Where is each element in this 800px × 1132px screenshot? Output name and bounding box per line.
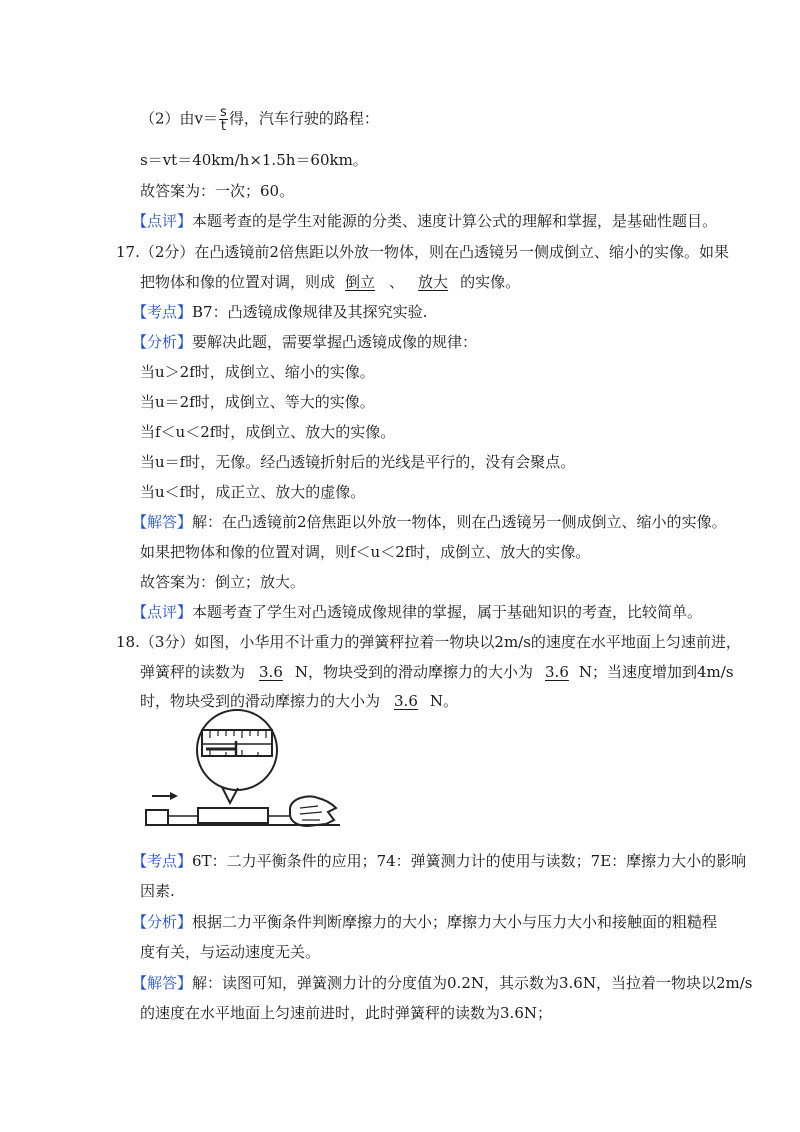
q16-answer: 故答案为：一次；60。 <box>140 182 295 200</box>
motion-arrow-icon <box>152 792 178 800</box>
q18-line2-suffix: N；当速度增加到4m/s <box>578 663 734 681</box>
q18-line2-middle: N，物块受到的滑动摩擦力的大小为 <box>294 663 534 681</box>
q17-separator: 、 <box>389 273 405 291</box>
q17-blank-1: 倒立 <box>345 273 376 291</box>
q18-fenxi <box>132 912 717 932</box>
jieda-text: 解：在凸透镜前2倍焦距以外放一物体，则在凸透镜另一侧成倒立、缩小的实像。 <box>192 513 727 531</box>
q17-jieda <box>132 512 727 532</box>
fenxi-tag: 【分析】 <box>132 333 193 351</box>
block <box>146 810 168 825</box>
q16-calculation: s＝vt＝40km/h×1.5h＝60km。 <box>140 151 368 169</box>
q18-jieda-line2: 的速度在水平地面上匀速前进时，此时弹簧秤的读数为3.6N； <box>140 1004 552 1022</box>
review-text: 本题考查的是学生对能源的分类、速度计算公式的理解和掌握，是基础性题目。 <box>192 212 718 230</box>
velocity-fraction <box>219 106 228 133</box>
q18-line3-prefix: 时，物块受到的滑动摩擦力的大小为 <box>140 692 381 710</box>
q16-formula-suffix: 得，汽车行驶的路程： <box>228 109 379 128</box>
jieda-text: 解：读图可知，弹簧测力计的分度值为0.2N，其示数为3.6N，当拉着一物块以2m/s <box>192 974 753 992</box>
fraction-numerator: s <box>220 105 227 120</box>
kaodian-tag: 【考点】 <box>132 303 193 321</box>
review-tag: 【点评】 <box>132 603 193 621</box>
fenxi-tag: 【分析】 <box>132 913 193 931</box>
hand <box>290 796 336 826</box>
q18-line2-prefix: 弹簧秤的读数为 <box>140 663 246 681</box>
q17-kaodian <box>132 302 427 322</box>
q17-fenxi <box>132 332 477 352</box>
spring-scale-figure <box>140 708 350 836</box>
fenxi-text: 要解决此题，需要掌握凸透镜成像的规律： <box>192 333 478 351</box>
q17-rule-1: 当u＞2f时，成倒立、缩小的实像。 <box>140 363 375 381</box>
q17-question-line2 <box>140 272 520 292</box>
fraction-denominator: t <box>220 119 226 134</box>
q17-rule-3: 当f＜u＜2f时，成倒立、放大的实像。 <box>140 423 396 441</box>
jieda-tag: 【解答】 <box>132 974 193 992</box>
q17-line2-prefix: 把物体和像的位置对调，则成 <box>140 273 336 291</box>
fenxi-text: 根据二力平衡条件判断摩擦力的大小；摩擦力大小与压力大小和接触面的粗糙程 <box>192 913 718 931</box>
q18-line3-suffix: N。 <box>429 692 459 710</box>
q17-question-line1: 17.（2分）在凸透镜前2倍焦距以外放一物体，则在凸透镜另一侧成倒立、缩小的实像。如果 <box>116 243 729 261</box>
q18-blank-2: 3.6 <box>545 663 569 681</box>
q18-fenxi-line2: 度有关，与运动速度无关。 <box>140 943 321 961</box>
review-text: 本题考查了学生对凸透镜成像规律的掌握，属于基础知识的考查，比较简单。 <box>192 603 703 621</box>
q17-rule-4: 当u＝f时，无像。经凸透镜折射后的光线是平行的，没有会聚点。 <box>140 453 576 471</box>
review-tag: 【点评】 <box>132 212 193 230</box>
jieda-tag: 【解答】 <box>132 513 193 531</box>
q17-answer: 故答案为：倒立；放大。 <box>140 573 306 591</box>
q17-jieda-line2: 如果把物体和像的位置对调，则f＜u＜2f时，成倒立、放大的实像。 <box>140 543 591 561</box>
q18-jieda <box>132 973 753 993</box>
spring-scale-body <box>198 808 268 823</box>
q17-rule-5: 当u＜f时，成正立、放大的虚像。 <box>140 483 366 501</box>
q18-blank-3: 3.6 <box>394 692 418 710</box>
q16-review <box>132 211 717 231</box>
q18-question-line1: 18.（3分）如图，小华用不计重力的弹簧秤拉着一物块以2m/s的速度在水平地面上匀速前进， <box>116 633 741 651</box>
q18-kaodian <box>132 851 746 871</box>
q16-formula-line <box>140 106 379 133</box>
q18-kaodian-line2: 因素. <box>140 882 175 900</box>
q17-blank-2: 放大 <box>418 273 449 291</box>
q16-formula-prefix: （2）由v＝ <box>140 109 219 128</box>
q17-rule-2: 当u＝2f时，成倒立、等大的实像。 <box>140 393 375 411</box>
kaodian-text: B7：凸透镜成像规律及其探究实验. <box>192 303 428 321</box>
q18-blank-1: 3.6 <box>259 663 283 681</box>
q17-review <box>132 602 702 622</box>
kaodian-tag: 【考点】 <box>132 852 193 870</box>
q17-line2-suffix: 的实像。 <box>460 273 521 291</box>
kaodian-text: 6T：二力平衡条件的应用；74：弹簧测力计的使用与读数；7E：摩擦力大小的影响 <box>192 852 747 870</box>
q18-question-line2 <box>140 662 734 682</box>
